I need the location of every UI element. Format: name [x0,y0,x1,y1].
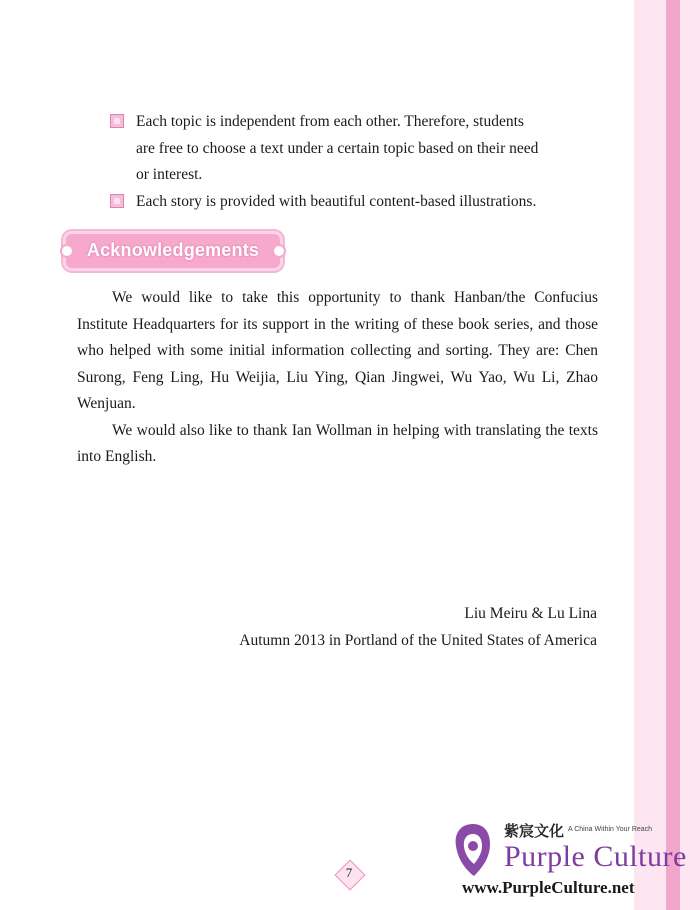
watermark-url: www.PurpleCulture.net [462,878,635,897]
bullet-line: or interest. [136,166,203,183]
signature-authors: Liu Meiru & Lu Lina [464,605,597,622]
bullet-item [110,109,600,189]
page-edge-stripe [666,0,680,910]
feature-bullet-list [110,109,600,215]
watermark-chinese-text: 紫宸文化 [504,822,565,840]
section-heading: Acknowledgements [86,240,260,260]
square-bullet-icon [110,114,124,128]
acknowledgements-banner [62,230,284,272]
bullet-item [110,189,600,216]
paragraph: We would like to take this opportunity to thank Hanban/the Confucius Institute Headquarters for its support in the writing of these book series, and those who helped with some initial information collecting and sorting. They are: Chen Surong, Feng Ling, Hu Weijia, Liu Ying, Qian Jingwei, Wu Yao, Wu Li, Zhao Wenjuan. [77,289,598,412]
watermark-brand: Purple Culture [504,840,687,873]
paragraph: We would also like to thank Ian Wollman in helping with translating the texts into English. [77,421,598,465]
page-number: 7 [345,865,353,880]
purple-culture-logo-icon [450,820,496,880]
signature-place-date: Autumn 2013 in Portland of the United States of America [239,632,597,649]
page-number-badge [335,860,363,888]
bullet-line: Each topic is independent from each other. Therefore, students [136,113,524,130]
square-bullet-icon [110,194,124,208]
watermark-tagline: A China Within Your Reach [568,826,653,833]
bullet-line: are free to choose a text under a certain topic based on their need [136,139,539,157]
acknowledgements-body [77,285,598,471]
purple-culture-watermark [446,818,696,908]
bullet-line: Each story is provided with beautiful content-based illustrations. [136,192,537,210]
